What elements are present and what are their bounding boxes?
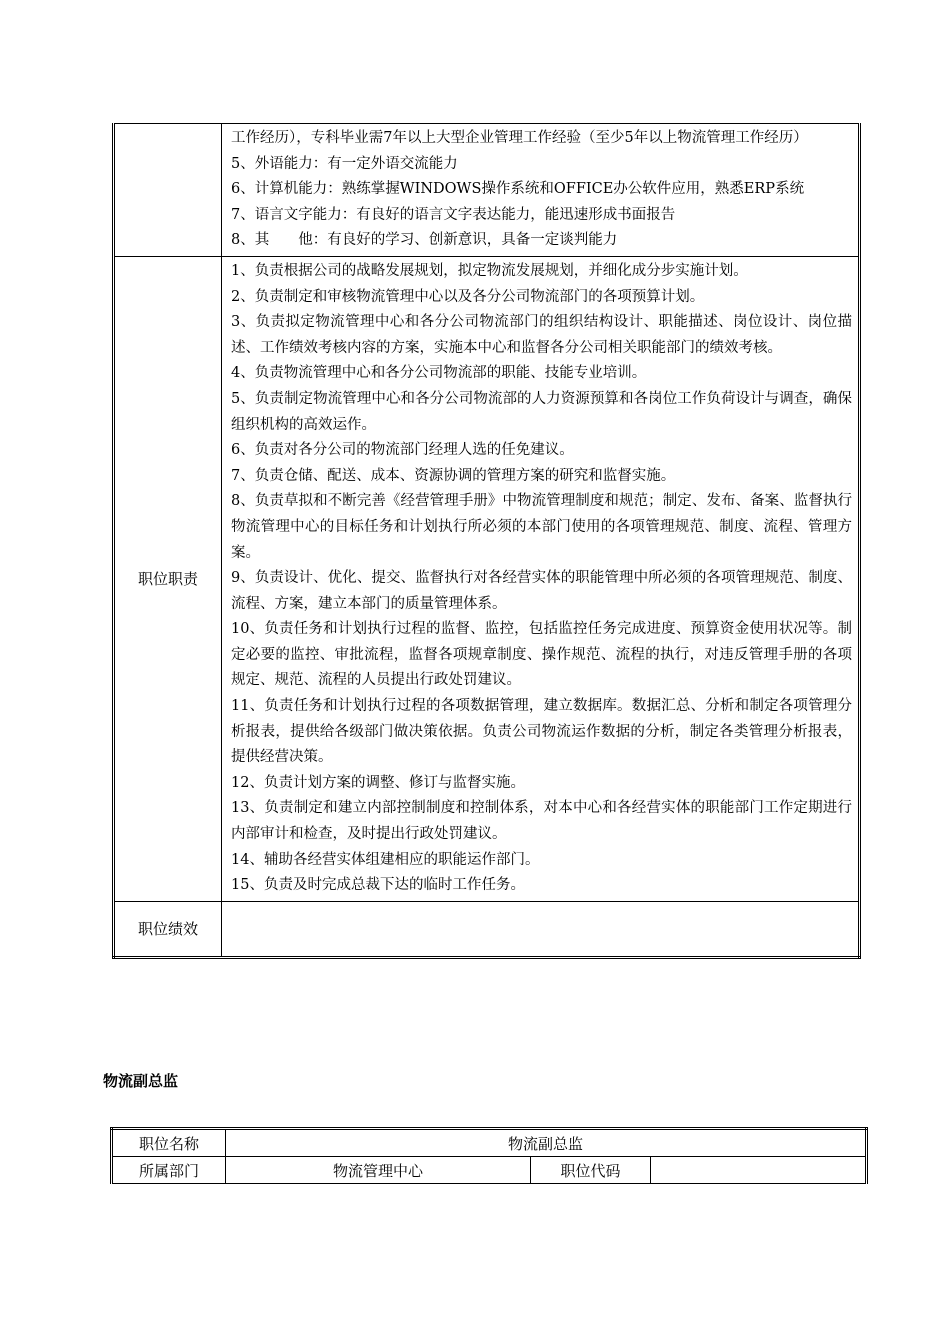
duty-item: 1、负责根据公司的战略发展规划，拟定物流发展规划，并细化成分步实施计划。 [231,262,748,279]
performance-row [114,901,860,957]
duty-item: 10、负责任务和计划执行过程的监督、监控，包括监控任务完成进度、预算资金使用状况等。制定必要的监控、审批流程，监督各项规章制度、操作规范、流程的执行，对违反管理手册的各项规定、规范、流程的人员提出行政处罚建议。 [231,621,852,689]
requirement-line: 8、其 他：有良好的学习、创新意识，具备一定谈判能力 [231,232,618,249]
duties-label: 职位职责 [114,256,222,901]
requirement-line: 7、语言文字能力：有良好的语言文字表达能力，能迅速形成书面报告 [231,206,676,223]
duty-item: 14、辅助各经营实体组建相应的职能运作部门。 [231,851,540,868]
duty-item: 7、负责仓储、配送、成本、资源协调的管理方案的研究和监督实施。 [231,467,676,484]
duty-item: 8、负责草拟和不断完善《经营管理手册》中物流管理制度和规范；制定、发布、备案、监督执行物流管理中心的目标任务和计划执行所必须的本部门使用的各项管理规范、制度、流程、管理方案。 [231,493,852,561]
requirement-line: 工作经历），专科毕业需7年以上大型企业管理工作经验（至少5年以上物流管理工作经历） [231,130,808,146]
position-code-value [651,1157,867,1184]
duty-item: 5、负责制定物流管理中心和各分公司物流部的人力资源预算和各岗位工作负荷设计与调查，确保组织机构的高效运作。 [231,390,852,433]
requirements-label-cell [114,124,222,257]
position-name-label: 职位名称 [112,1129,226,1157]
job-description-table [112,123,861,959]
requirements-row [114,124,860,257]
duty-item: 15、负责及时完成总裁下达的临时工作任务。 [231,877,525,894]
department-label: 所属部门 [112,1157,226,1184]
duty-item: 13、负责制定和建立内部控制制度和控制体系，对本中心和各经营实体的职能部门工作定期进行内部审计和检查，及时提出行政处罚建议。 [231,800,852,843]
department-value: 物流管理中心 [226,1157,531,1184]
duty-item: 9、负责设计、优化、提交、监督执行对各经营实体的职能管理中所必须的各项管理规范、制度、流程、方案，建立本部门的质量管理体系。 [231,570,852,612]
duty-item: 11、负责任务和计划执行过程的各项数据管理，建立数据库。数据汇总、分析和制定各项管理分析报表，提供给各级部门做决策依据。负责公司物流运作数据的分析，制定各类管理分析报表，提供经营决策。 [231,698,852,766]
requirements-content [222,124,860,257]
performance-value [222,901,860,957]
duty-item: 4、负责物流管理中心和各分公司物流部的职能、技能专业培训。 [231,365,647,382]
requirement-line: 5、外语能力：有一定外语交流能力 [231,155,458,172]
duty-item: 2、负责制定和审核物流管理中心以及各分公司物流部门的各项预算计划。 [231,288,705,305]
position-name-row [112,1129,867,1157]
position-code-label: 职位代码 [531,1157,651,1184]
performance-label: 职位绩效 [114,901,222,957]
duty-item: 12、负责计划方案的调整、修订与监督实施。 [231,774,525,791]
section-heading: 物流副总监 [103,1072,179,1090]
department-row [112,1157,867,1184]
duty-item: 3、负责拟定物流管理中心和各分公司物流部门的组织结构设计、职能描述、岗位设计、岗位描述、工作绩效考核内容的方案，实施本中心和监督各分公司相关职能部门的绩效考核。 [231,314,852,356]
position-info-table [110,1127,868,1184]
duties-row [114,256,860,901]
position-name-value: 物流副总监 [226,1129,867,1157]
duties-content [222,256,860,901]
duty-item: 6、负责对各分公司的物流部门经理人选的任免建议。 [231,442,574,459]
requirement-line: 6、计算机能力：熟练掌握WINDOWS操作系统和OFFICE办公软件应用，熟悉ERP系统 [231,181,805,198]
